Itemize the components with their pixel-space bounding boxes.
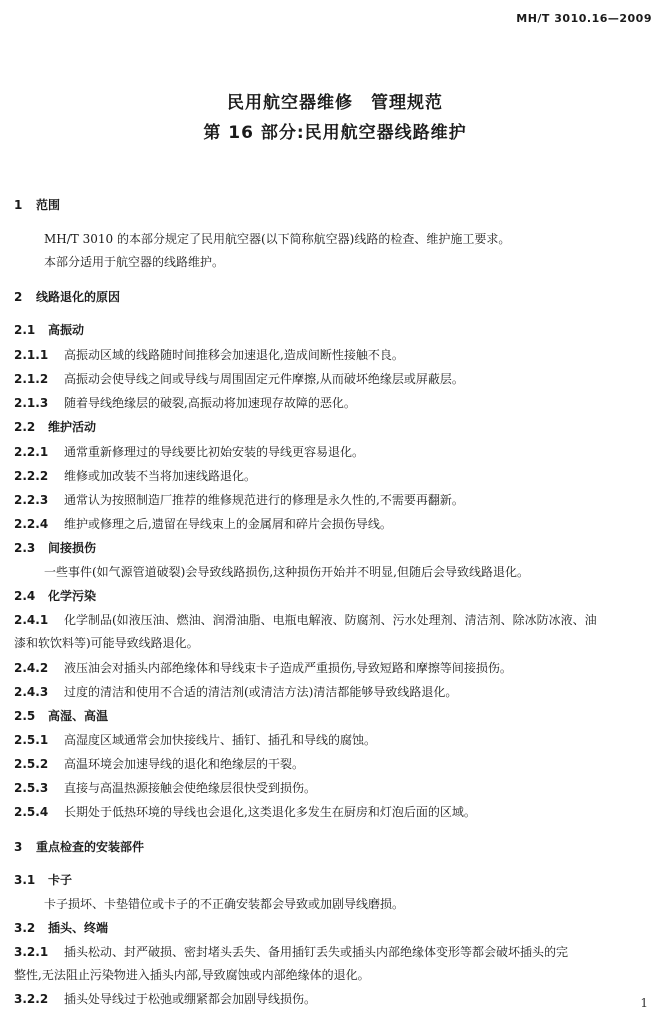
subsection-title: 维护活动 (48, 420, 97, 434)
paragraph: 卡子损坏、卡垫错位或卡子的不正确安装都会导致或加剧导线磨损。 (44, 897, 405, 911)
clause-number: 2.2.3 (14, 493, 49, 507)
page-number: 1 (640, 996, 648, 1010)
clause-number: 2.1.3 (14, 396, 49, 410)
subsection-heading-2-3 (14, 539, 96, 556)
clause-text: 通常重新修理过的导线要比初始安装的导线更容易退化。 (64, 445, 365, 459)
subsection-heading-3-2 (14, 919, 108, 936)
subsection-title: 间接损伤 (48, 541, 97, 555)
clause-number: 2.5.4 (14, 805, 49, 819)
section-title: 线路退化的原因 (36, 290, 121, 304)
clause-number: 2.5.2 (14, 757, 49, 771)
clause-text: 随着导线绝缘层的破裂,高振动将加速现存故障的恶化。 (64, 396, 356, 410)
clause-2-4-1 (14, 611, 597, 628)
subsection-number: 3.1 (14, 873, 36, 887)
clause-text: 高湿度区域通常会加快接线片、插钉、插孔和导线的腐蚀。 (64, 733, 377, 747)
clause-text: 长期处于低热环境的导线也会退化,这类退化多发生在厨房和灯泡后面的区域。 (64, 805, 476, 819)
clause-text: 直接与高温热源接触会使绝缘层很快受到损伤。 (64, 781, 317, 795)
section-heading-1 (14, 196, 60, 213)
subsection-number: 2.5 (14, 709, 36, 723)
clause-number: 2.2.4 (14, 517, 49, 531)
clause-text: 插头松动、封严破损、密封堵头丢失、备用插钉丢失或插头内部绝缘体变形等都会破坏插头的完 (64, 945, 569, 959)
subsection-heading-2-4 (14, 587, 96, 604)
subsection-heading-2-5 (14, 707, 108, 724)
section-title: 范围 (36, 198, 61, 212)
clause-2-2-2 (14, 467, 256, 484)
section-heading-3 (14, 838, 144, 855)
clause-text: 维修或加改装不当将加速线路退化。 (64, 469, 257, 483)
clause-text: 过度的清洁和使用不合适的清洁剂(或清洁方法)清洁都能够导致线路退化。 (64, 685, 458, 699)
clause-text: 高振动会使导线之间或导线与周围固定元件摩擦,从而破坏绝缘层或屏蔽层。 (64, 372, 464, 386)
clause-text: 化学制品(如液压油、燃油、润滑油脂、电瓶电解液、防腐剂、污水处理剂、清洁剂、除冰防冰液、油 (64, 613, 597, 627)
section-number: 3 (14, 840, 23, 854)
section-title: 重点检查的安装部件 (36, 840, 145, 854)
subsection-number: 2.2 (14, 420, 36, 434)
clause-number: 2.5.3 (14, 781, 49, 795)
paragraph: 本部分适用于航空器的线路维护。 (44, 255, 225, 269)
clause-text: 高振动区域的线路随时间推移会加速退化,造成间断性接触不良。 (64, 348, 404, 362)
subsection-number: 3.2 (14, 921, 36, 935)
subsection-number: 2.4 (14, 589, 36, 603)
clause-3-2-2 (14, 990, 316, 1007)
section-number: 2 (14, 290, 23, 304)
clause-number: 2.1.2 (14, 372, 49, 386)
subsection-title: 高振动 (48, 323, 85, 337)
clause-continuation: 漆和软饮料等)可能导致线路退化。 (14, 636, 199, 650)
section-number: 1 (14, 198, 23, 212)
clause-text: 维护或修理之后,遗留在导线束上的金属屑和碎片会损伤导线。 (64, 517, 392, 531)
document-subtitle: 第 16 部分:民用航空器线路维护 (203, 123, 467, 143)
clause-2-5-4 (14, 803, 476, 820)
clause-text: 插头处导线过于松弛或绷紧都会加剧导线损伤。 (64, 992, 317, 1006)
clause-2-4-3 (14, 683, 457, 700)
clause-number: 2.5.1 (14, 733, 49, 747)
paragraph: 一些事件(如气源管道破裂)会导致线路损伤,这种损伤开始并不明显,但随后会导致线路退化。 (44, 565, 529, 579)
subsection-heading-3-1 (14, 871, 72, 888)
subsection-number: 2.1 (14, 323, 36, 337)
clause-2-5-2 (14, 755, 304, 772)
clause-2-2-3 (14, 491, 464, 508)
clause-text: 高温环境会加速导线的退化和绝缘层的干裂。 (64, 757, 305, 771)
clause-number: 2.4.2 (14, 661, 49, 675)
subsection-heading-2-2 (14, 418, 96, 435)
clause-2-5-1 (14, 731, 376, 748)
standard-code: MH/T 3010.16—2009 (516, 12, 652, 25)
clause-number: 3.2.1 (14, 945, 49, 959)
clause-number: 2.1.1 (14, 348, 49, 362)
clause-number: 2.2.1 (14, 445, 49, 459)
subsection-title: 高湿、高温 (48, 709, 109, 723)
clause-2-2-4 (14, 515, 392, 532)
clause-2-4-2 (14, 659, 512, 676)
document-title: 民用航空器维修 管理规范 (227, 93, 443, 113)
subsection-heading-2-1 (14, 321, 84, 338)
clause-2-2-1 (14, 443, 364, 460)
subsection-title: 化学污染 (48, 589, 97, 603)
subsection-title: 卡子 (48, 873, 73, 887)
clause-number: 2.4.1 (14, 613, 49, 627)
clause-number: 2.4.3 (14, 685, 49, 699)
clause-number: 2.2.2 (14, 469, 49, 483)
section-heading-2 (14, 288, 120, 305)
clause-number: 3.2.2 (14, 992, 49, 1006)
paragraph: MH/T 3010 的本部分规定了民用航空器(以下简称航空器)线路的检查、维护施工要求。 (44, 232, 511, 246)
clause-continuation: 整性,无法阻止污染物进入插头内部,导致腐蚀或内部绝缘体的退化。 (14, 968, 370, 982)
clause-3-2-1 (14, 943, 568, 960)
clause-2-1-1 (14, 346, 404, 363)
clause-2-1-2 (14, 370, 464, 387)
subsection-number: 2.3 (14, 541, 36, 555)
clause-text: 液压油会对插头内部绝缘体和导线束卡子造成严重损伤,导致短路和摩擦等间接损伤。 (64, 661, 512, 675)
clause-2-1-3 (14, 394, 356, 411)
subsection-title: 插头、终端 (48, 921, 109, 935)
clause-2-5-3 (14, 779, 316, 796)
clause-text: 通常认为按照制造厂推荐的维修规范进行的修理是永久性的,不需要再翻新。 (64, 493, 464, 507)
